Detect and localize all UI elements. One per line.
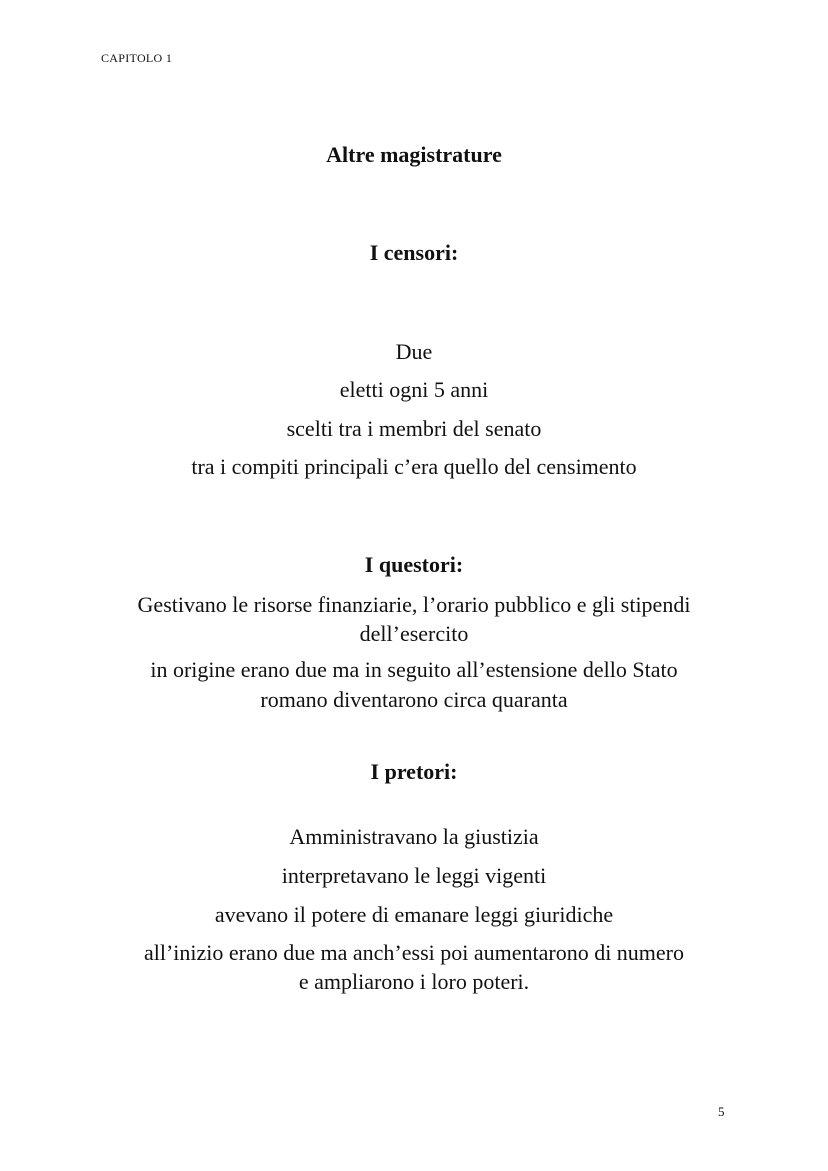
- running-head: CAPITOLO 1: [101, 51, 173, 65]
- pretori-line-3: avevano il potere di emanare leggi giuridiche: [214, 902, 614, 927]
- section-heading-questori: I questori:: [364, 552, 464, 577]
- page-title: Altre magistrature: [326, 142, 502, 167]
- section-heading-pretori: I pretori:: [370, 759, 458, 784]
- pretori-line-2: interpretavano le leggi vigenti: [281, 863, 547, 888]
- pretori-line-1: Amministravano la giustizia: [289, 824, 539, 849]
- page-number: 5: [718, 1104, 725, 1119]
- pretori-line-4: all’inizio erano due ma anch’essi poi aumentarono di numero: [143, 940, 685, 965]
- questori-line-2: dell’esercito: [359, 621, 469, 646]
- censori-line-1: Due: [395, 339, 433, 364]
- pretori-line-5: e ampliarono i loro poteri.: [298, 969, 530, 994]
- censori-line-4: tra i compiti principali c’era quello del censimento: [191, 454, 637, 479]
- censori-line-3: scelti tra i membri del senato: [286, 416, 542, 441]
- section-heading-censori: I censori:: [369, 240, 459, 265]
- questori-line-3: in origine erano due ma in seguito all’estensione dello Stato: [150, 657, 678, 682]
- censori-line-2: eletti ogni 5 anni: [339, 377, 489, 402]
- questori-line-4: romano diventarono circa quaranta: [260, 687, 568, 712]
- questori-line-1: Gestivano le risorse finanziarie, l’orario pubblico e gli stipendi: [137, 592, 691, 617]
